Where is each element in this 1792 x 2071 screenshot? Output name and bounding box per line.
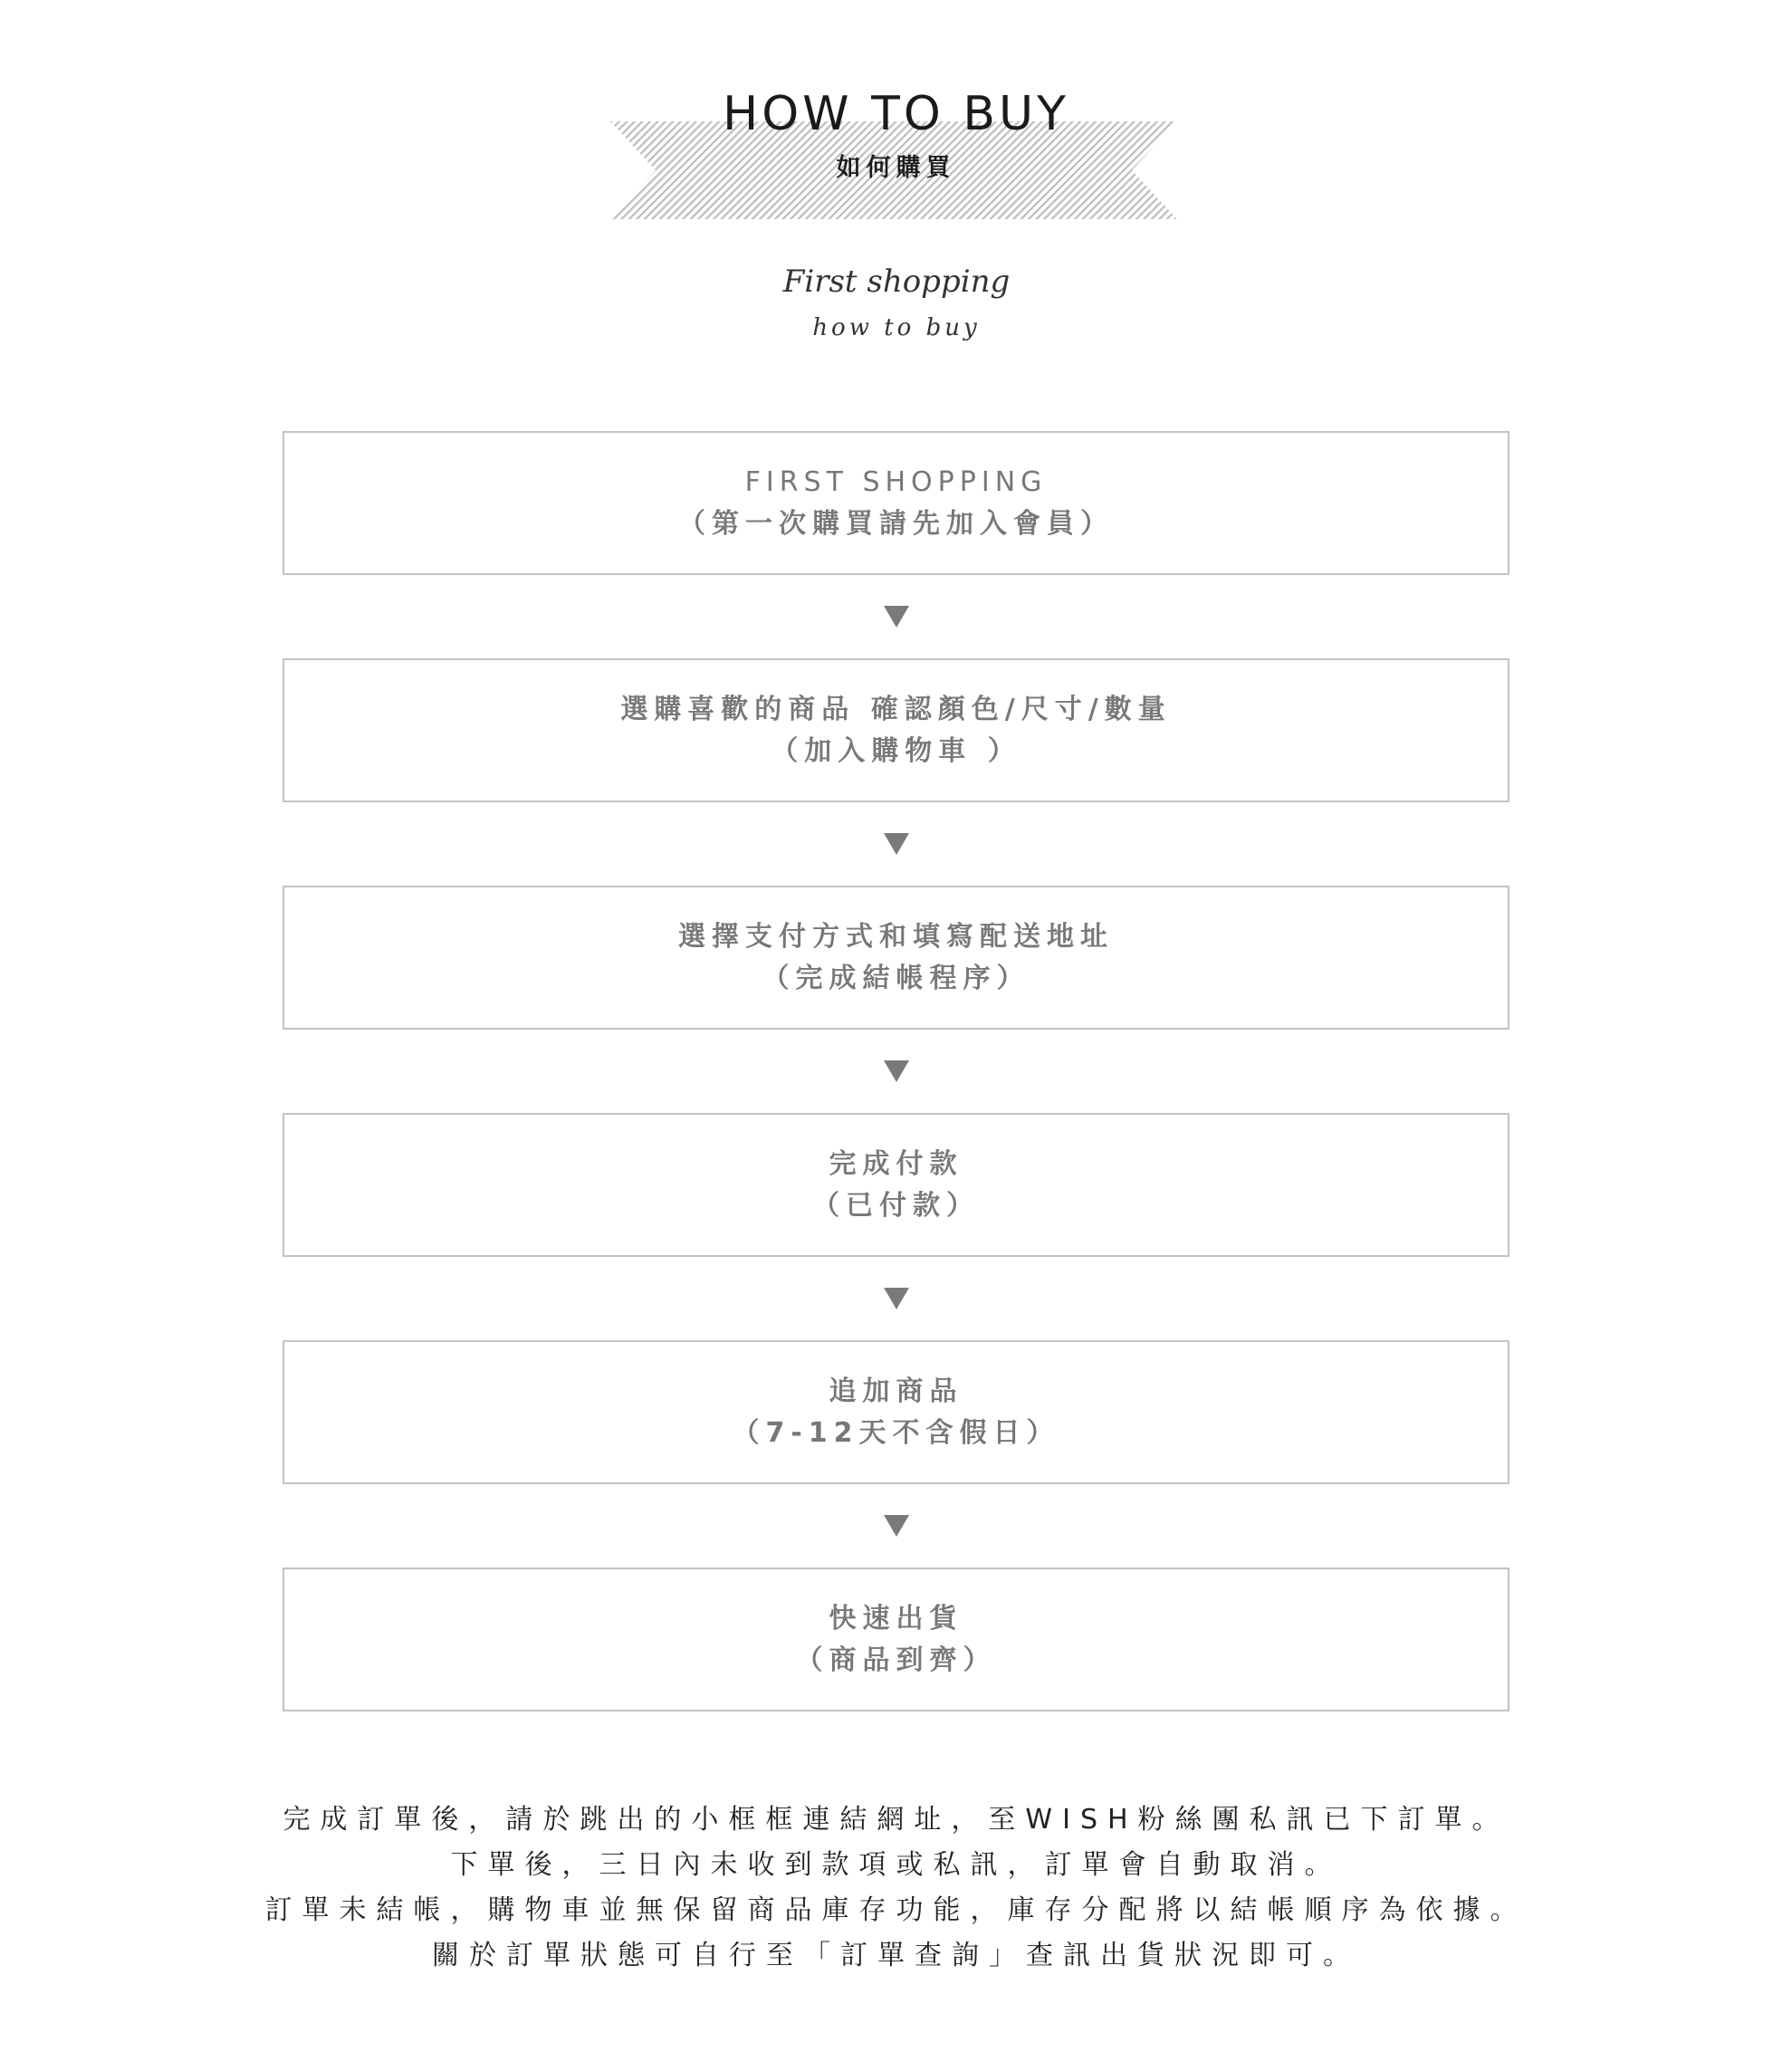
step-title: 快速出貨 — [829, 1602, 963, 1635]
down-triangle-icon — [884, 1515, 909, 1537]
step-subtitle: （商品到齊） — [795, 1644, 997, 1676]
script-line-2: how to buy — [812, 314, 981, 341]
down-triangle-icon — [884, 606, 909, 628]
step-box-5 — [283, 1340, 1509, 1484]
page-subtitle: 如何購買 — [836, 154, 956, 182]
step-box-4 — [283, 1113, 1509, 1257]
step-subtitle: （第一次購買請先加入會員） — [678, 507, 1114, 540]
down-triangle-icon — [884, 1060, 909, 1082]
step-arrow-row — [283, 1484, 1509, 1568]
page-title: HOW TO BUY — [723, 87, 1069, 141]
down-triangle-icon — [884, 833, 909, 855]
step-box-6 — [283, 1568, 1509, 1711]
step-box-1 — [283, 431, 1509, 575]
steps-flow — [283, 431, 1509, 1711]
step-title: 選購喜歡的商品 確認顏色/尺寸/數量 — [620, 693, 1172, 725]
step-subtitle: （已付款） — [812, 1189, 980, 1222]
purchase-notes — [0, 1798, 1792, 1979]
step-arrow-row — [283, 1030, 1509, 1113]
step-title: 完成付款 — [829, 1147, 963, 1180]
down-triangle-icon — [884, 1288, 909, 1309]
step-arrow-row — [283, 575, 1509, 658]
step-subtitle: （完成結帳程序） — [762, 962, 1030, 994]
note-line-2: 下單後，三日內未收到款項或私訊，訂單會自動取消。 — [450, 1849, 1342, 1881]
step-subtitle: （加入購物車 ） — [771, 734, 1021, 767]
note-line-4: 關於訂單狀態可自行至「訂單查詢」查訊出貨狀況即可。 — [432, 1940, 1360, 1971]
script-line-1: First shopping — [782, 264, 1011, 300]
step-title: 選擇支付方式和填寫配送地址 — [678, 920, 1114, 953]
script-decoration — [761, 254, 1032, 353]
step-box-2 — [283, 658, 1509, 802]
step-title: 追加商品 — [829, 1375, 963, 1407]
step-box-3 — [283, 886, 1509, 1030]
step-arrow-row — [283, 802, 1509, 886]
step-arrow-row — [283, 1257, 1509, 1340]
note-line-3: 訂單未結帳，購物車並無保留商品庫存功能，庫存分配將以結帳順序為依據。 — [264, 1894, 1528, 1926]
note-line-1: 完成訂單後，請於跳出的小框框連結網址，至WISH粉絲團私訊已下訂單。 — [283, 1804, 1509, 1836]
step-subtitle: （7-12天不含假日） — [732, 1416, 1060, 1449]
step-title: FIRST SHOPPING — [744, 465, 1048, 498]
